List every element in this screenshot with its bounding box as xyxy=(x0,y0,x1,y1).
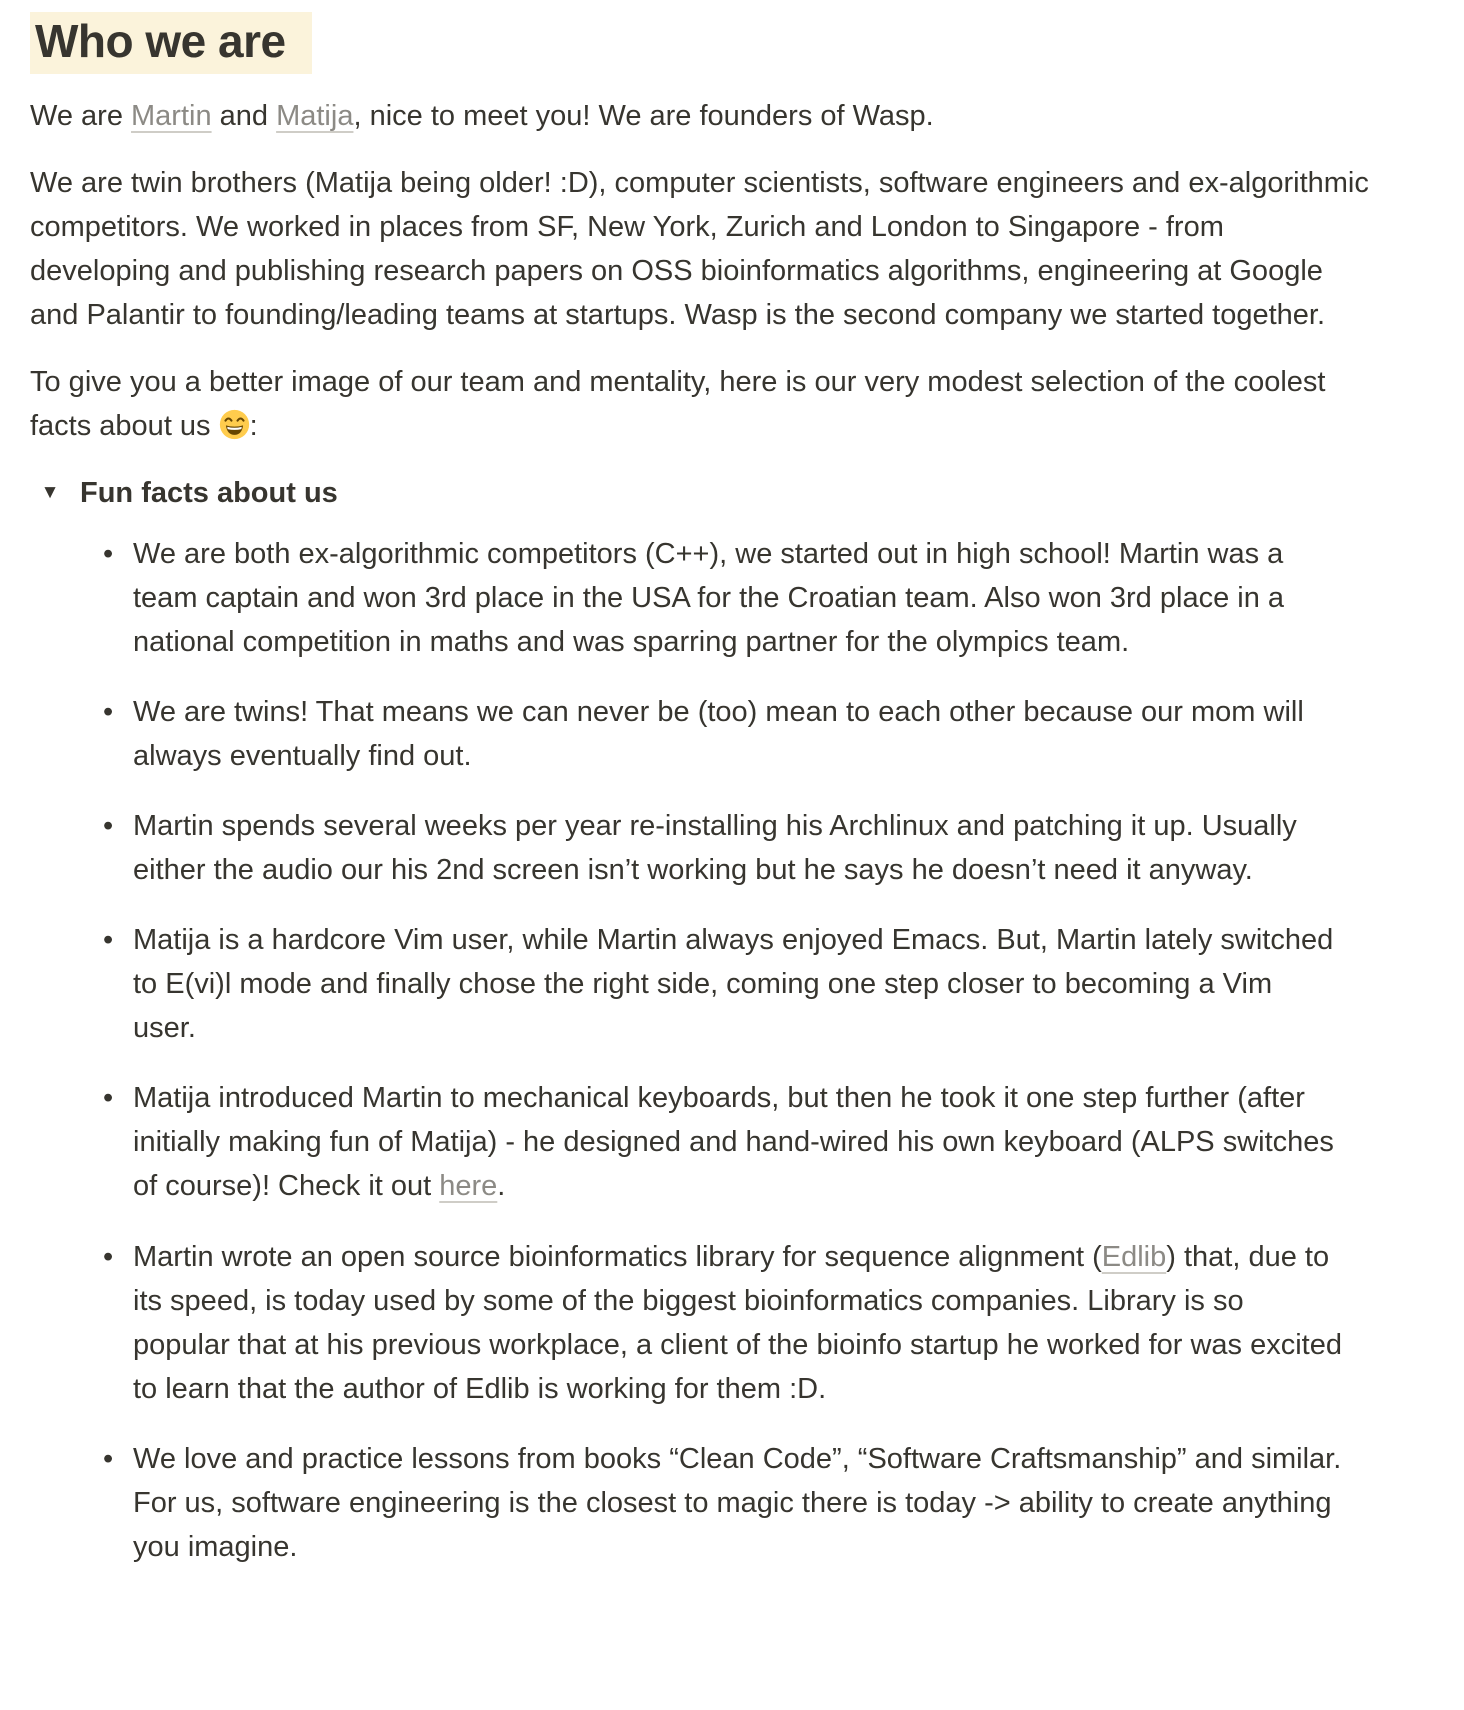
grinning-emoji-icon xyxy=(219,409,250,440)
list-item-text: Martin spends several weeks per year re-installing his Archlinux and patching it up. Usually either the audio our his 2nd screen isn’t working but he says he doesn’t need it anyway. xyxy=(133,809,1297,886)
list-item xyxy=(103,804,1343,892)
list-item-text: We are both ex-algorithmic competitors (C++), we started out in high school! Martin was a team captain and won 3rd place in the USA for the Croatian team. Also won 3rd place in a national competition in maths and was sparring partner for the olympics team. xyxy=(133,537,1285,658)
bullet-marker: • xyxy=(103,1082,114,1115)
martin-link[interactable]: Martin xyxy=(131,99,212,132)
intro-text-between: and xyxy=(211,99,277,132)
list-item xyxy=(103,532,1343,664)
toggle-label: Fun facts about us xyxy=(80,477,338,510)
fun-facts-toggle[interactable] xyxy=(30,471,1434,515)
intro-paragraph xyxy=(30,94,1370,138)
bullet-marker: • xyxy=(103,537,114,570)
bullet-marker: • xyxy=(103,809,114,842)
list-item xyxy=(103,690,1343,778)
edlib-link[interactable]: Edlib xyxy=(1101,1240,1167,1273)
list-item-text-post: . xyxy=(497,1170,506,1203)
page-title: Who we are xyxy=(30,12,312,74)
intro-text-pre: We are xyxy=(30,99,132,132)
list-item-text xyxy=(133,1076,1343,1208)
toggle-triangle-icon[interactable]: ▼ xyxy=(40,482,60,504)
matija-link[interactable]: Matija xyxy=(276,99,354,132)
here-link[interactable]: here xyxy=(439,1170,498,1203)
list-item xyxy=(103,1076,1343,1208)
list-item-text: We are twins! That means we can never be (too) mean to each other because our mom will always eventually find out. xyxy=(133,695,1304,772)
list-item-text xyxy=(133,1235,1343,1411)
bullet-marker: • xyxy=(103,924,114,957)
list-item xyxy=(103,1235,1343,1411)
facts-intro-text: To give you a better image of our team and mentality, here is our very modest selection of the coolest facts about us xyxy=(30,366,1326,443)
list-item-text-pre: Matija introduced Martin to mechanical keyboards, but then he took it one step further (after initially making fun of Matija) - he designed and hand-wired his own keyboard (ALPS switches of course)! Check it out xyxy=(133,1082,1334,1203)
list-item-text: We love and practice lessons from books “Clean Code”, “Software Craftsmanship” and similar. For us, software engineering is the closest to magic there is today -> ability to create anything you imagine. xyxy=(133,1442,1342,1563)
list-item xyxy=(103,918,1343,1050)
facts-intro-colon: : xyxy=(249,410,258,443)
facts-intro-paragraph xyxy=(30,360,1370,448)
list-item-text-post: ) that, due to its speed, is today used by some of the biggest bioinformatics companies. Library is so popular that at his previous workplace, a client of the bioinfo startup he worked for was excited to learn that the author of Edlib is working for them :D. xyxy=(133,1240,1342,1405)
about-paragraph: We are twin brothers (Matija being older! :D), computer scientists, software engineers and ex-algorithmic competitors. We worked in places from SF, New York, Zurich and London to Singapore - from developing and publishing research papers on OSS bioinformatics algorithms, engineering at Google and Palantir to founding/leading teams at startups. Wasp is the second company we started together. xyxy=(30,166,1369,332)
bullet-marker: • xyxy=(103,1442,114,1475)
bullet-marker: • xyxy=(103,695,114,728)
list-item-text: Matija is a hardcore Vim user, while Martin always enjoyed Emacs. But, Martin lately switched to E(vi)l mode and finally chose the right side, coming one step closer to becoming a Vim user. xyxy=(133,924,1334,1045)
list-item-text-pre: Martin wrote an open source bioinformatics library for sequence alignment ( xyxy=(133,1240,1102,1273)
list-item xyxy=(103,1437,1343,1569)
fun-facts-list xyxy=(30,532,1434,1570)
bullet-marker: • xyxy=(103,1240,114,1273)
intro-text-post: , nice to meet you! We are founders of Wasp. xyxy=(353,99,934,132)
